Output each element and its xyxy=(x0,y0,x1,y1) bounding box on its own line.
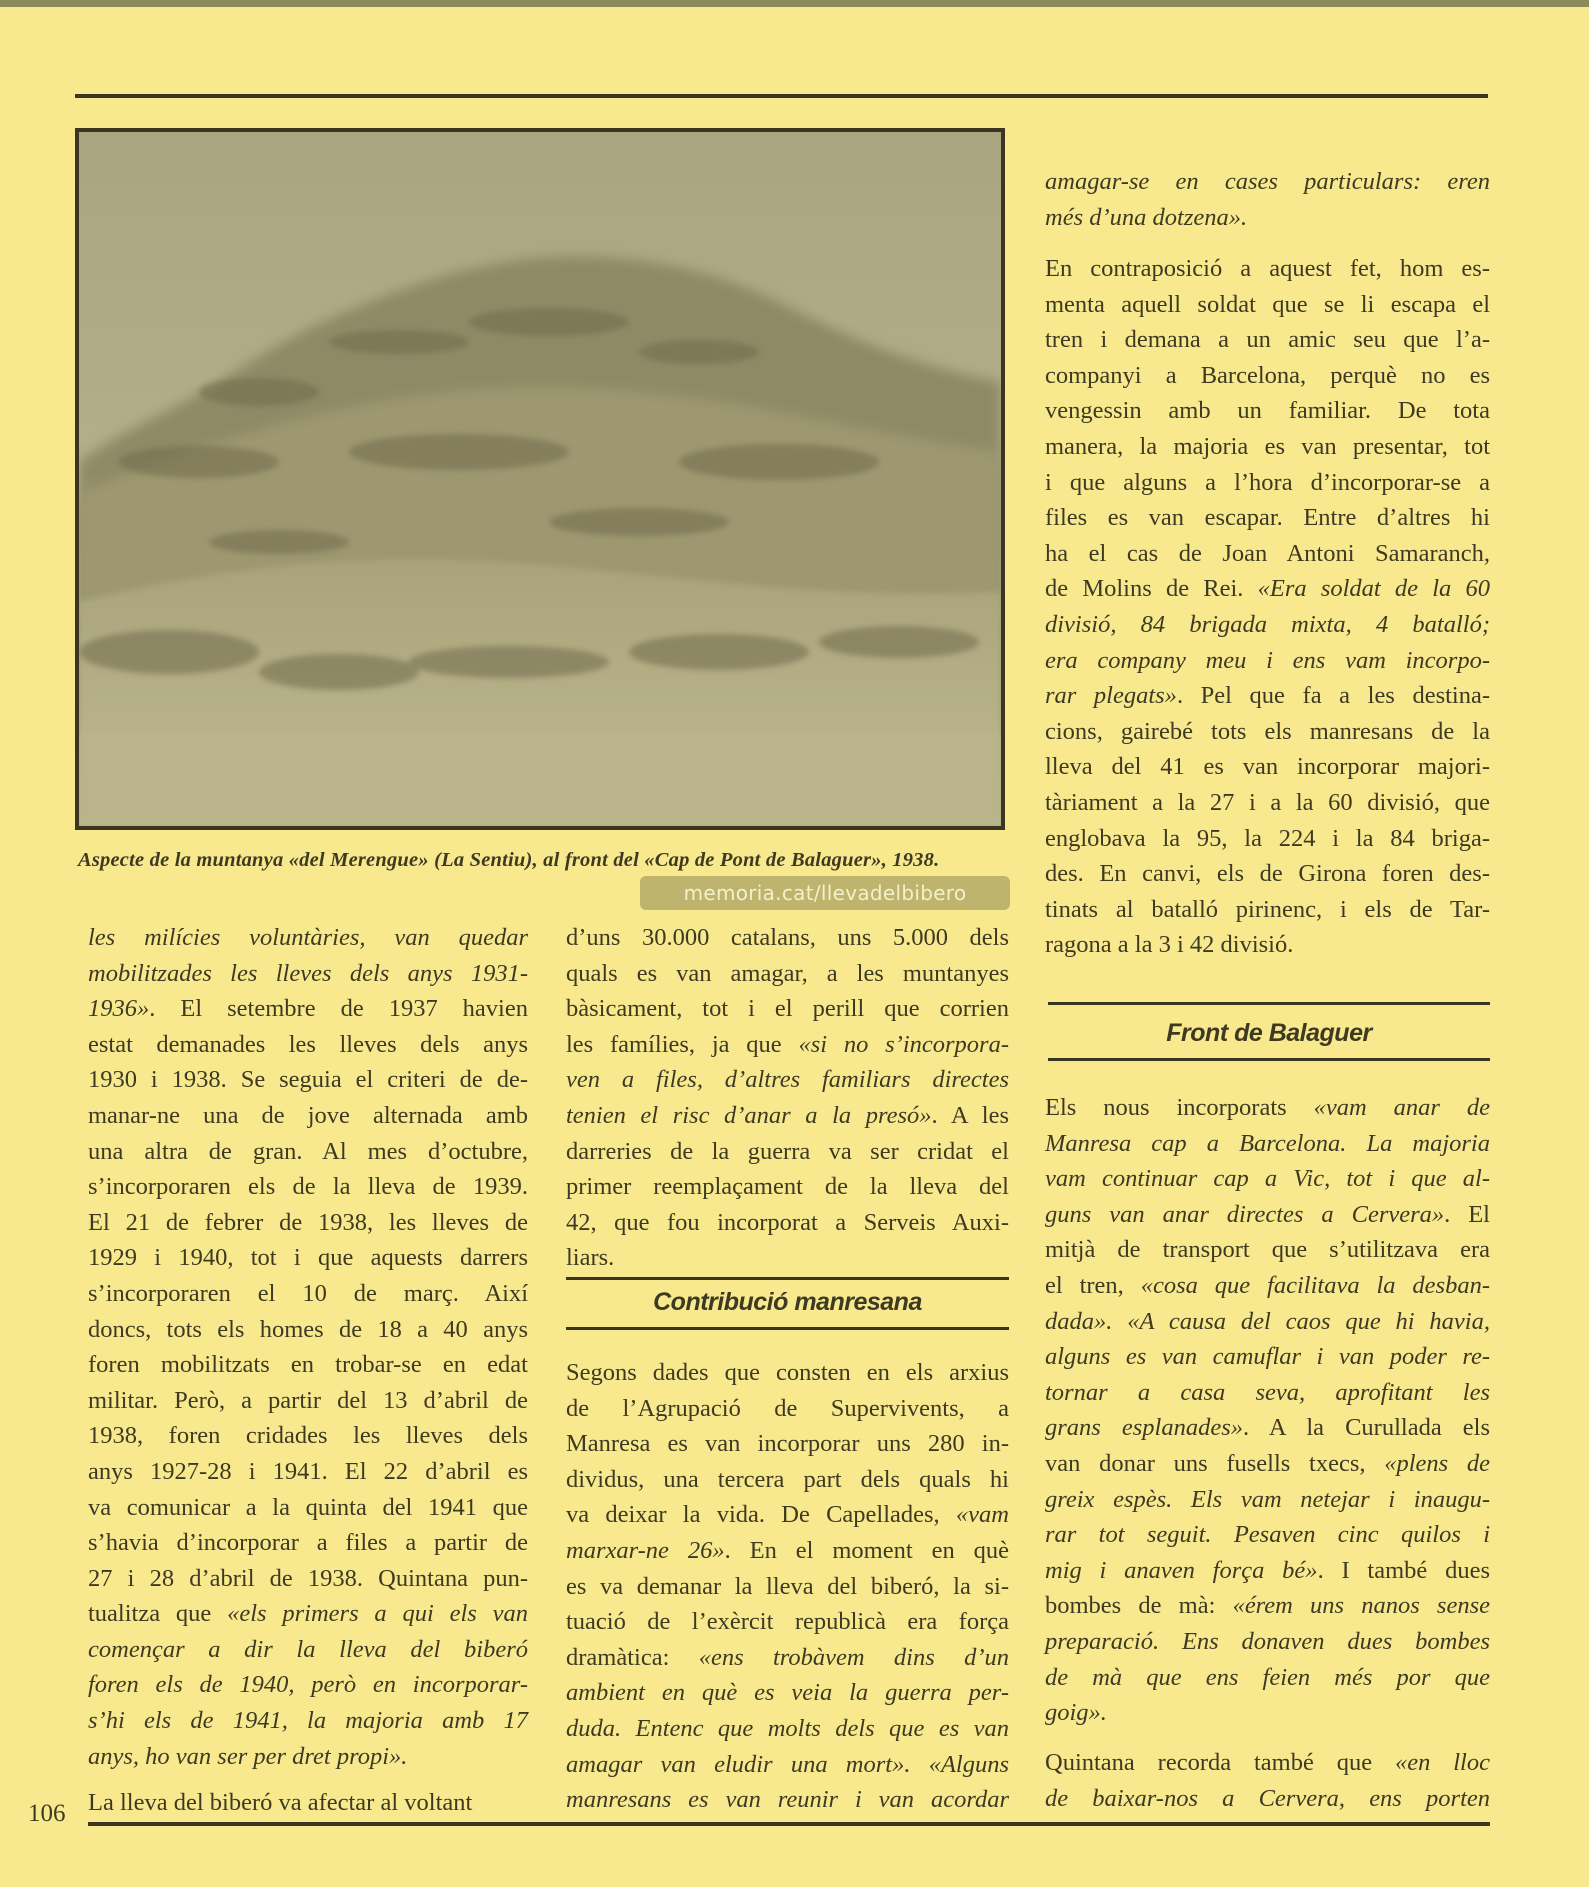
text-line xyxy=(88,1596,528,1632)
text-line: cions, gairebé tots els manresans de la xyxy=(1045,717,1490,745)
text-line xyxy=(1045,1588,1490,1624)
text-line xyxy=(1045,1161,1490,1197)
text-line: estat demanades les lleves dels anys xyxy=(88,1030,528,1058)
text-line: una altra de gran. Al mes d’octubre, xyxy=(88,1137,528,1165)
quote-text: de baixar-nos a Cervera, ens porten xyxy=(1045,1784,1490,1812)
text-line xyxy=(1045,164,1490,200)
middle-column-top xyxy=(566,920,1009,1276)
quote-text: «Era soldat de la 60 xyxy=(1257,575,1490,603)
text-line: tàriament a la 27 i a la 60 divisió, que xyxy=(1045,788,1490,816)
text-line xyxy=(1045,1482,1490,1518)
quote-text: goig». xyxy=(1045,1699,1107,1727)
quote-text: «en lloc xyxy=(1395,1749,1490,1776)
scan-top-edge xyxy=(0,0,1589,7)
quote-text: rar plegats» xyxy=(1045,682,1177,710)
body-text: . El xyxy=(1444,1200,1490,1228)
quote-text: foren els de 1940, però en incorporar- xyxy=(88,1671,528,1699)
text-line xyxy=(566,1533,1009,1569)
text-line xyxy=(1045,1268,1490,1304)
text-line xyxy=(1045,678,1490,714)
photo-muntanya-merengue xyxy=(75,128,1005,830)
hill-photograph xyxy=(79,132,1001,826)
text-line xyxy=(566,1062,1009,1098)
text-line xyxy=(1045,1410,1490,1446)
body-text: va deixar la vida. De Capellades, xyxy=(566,1501,956,1529)
text-line xyxy=(1045,1090,1490,1126)
body-text: de Molins de Rei. xyxy=(1045,575,1258,603)
text-line: es va demanar la lleva del biberó, la si- xyxy=(566,1572,1009,1600)
quote-text: començar a dir la lleva del biberó xyxy=(88,1635,528,1663)
text-line: i que alguns a l’hora d’incorporar-se a xyxy=(1045,468,1490,496)
quote-text: més d’una dotzena». xyxy=(1045,203,1248,231)
body-text: Quintana recorda també que xyxy=(1045,1749,1395,1776)
quote-text: marxar-ne 26» xyxy=(566,1536,725,1564)
body-text: el tren, xyxy=(1045,1271,1141,1299)
left-column xyxy=(88,920,528,1774)
text-line: En contraposició a aquest fet, hom es- xyxy=(1045,255,1490,282)
text-line xyxy=(1045,1695,1490,1731)
body-text: bombes de mà: xyxy=(1045,1592,1233,1620)
body-text: les famílies, ja que xyxy=(566,1030,799,1058)
right-column-top xyxy=(1045,164,1490,235)
text-line: des. En canvi, els de Girona foren des- xyxy=(1045,860,1490,888)
text-line xyxy=(1045,1624,1490,1660)
text-line: doncs, tots els homes de 18 a 40 anys xyxy=(88,1315,528,1343)
text-line xyxy=(1045,1339,1490,1375)
left-column-final-line xyxy=(88,1785,528,1821)
text-line: liars. xyxy=(566,1244,615,1272)
text-line: tinats al batalló pirinenc, i els de Tar- xyxy=(1045,895,1490,923)
text-line xyxy=(1045,1781,1490,1817)
text-line: companyi a Barcelona, perquè no es xyxy=(1045,361,1490,389)
body-text: van donar uns fusells txecs, xyxy=(1045,1449,1385,1477)
text-line xyxy=(566,1027,1009,1063)
quote-text: amagar-se en cases particulars: eren xyxy=(1045,168,1490,195)
text-line xyxy=(1045,1375,1490,1411)
quote-text: tenien el risc d’anar a la presó» xyxy=(566,1101,932,1129)
quote-text: vam continuar cap a Vic, tot i que al- xyxy=(1045,1165,1490,1193)
body-text: . A la Curullada els xyxy=(1243,1414,1490,1442)
quote-text: alguns es van camuflar i van poder re- xyxy=(1045,1343,1490,1371)
text-line xyxy=(88,920,528,956)
text-line: La lleva del biberó va afectar al voltant xyxy=(88,1789,473,1816)
quote-text: «plens de xyxy=(1384,1449,1491,1477)
text-line: s’incorporaren els de la lleva de 1939. xyxy=(88,1173,528,1201)
quote-text: tornar a casa seva, aprofitant les xyxy=(1045,1378,1490,1406)
text-line: Manresa es van incorporar uns 280 in- xyxy=(566,1430,1009,1458)
text-line: Segons dades que consten en els arxius xyxy=(566,1359,1009,1386)
quote-text: era company meu i ens vam incorpo- xyxy=(1045,646,1490,674)
text-line xyxy=(1045,1517,1490,1553)
section-heading-front-balaguer: Front de Balaguer xyxy=(1166,1019,1372,1047)
quote-text: «ens trobàvem dins d’un xyxy=(698,1643,1009,1671)
section-rule-top xyxy=(1048,1002,1490,1005)
text-line: 1930 i 1938. Se seguia el criteri de de- xyxy=(88,1066,528,1094)
text-line: de l’Agrupació de Supervivents, a xyxy=(566,1394,1009,1422)
body-text: dramàtica: xyxy=(566,1643,699,1671)
text-line: 1929 i 1940, tot i que aquests darrers xyxy=(88,1244,528,1272)
text-line xyxy=(1045,607,1490,643)
right-column-final-para xyxy=(1045,1745,1490,1816)
text-line: foren mobilitzats en trobar-se en edat xyxy=(88,1351,528,1379)
quote-text: duda. Entenc que molts dels que es van xyxy=(566,1714,1009,1742)
quote-text: Manresa cap a Barcelona. La majoria xyxy=(1045,1129,1490,1157)
quote-text: s’hi els de 1941, la majoria amb 17 xyxy=(88,1707,528,1735)
quote-text: «si no s’incorpora- xyxy=(798,1030,1009,1058)
page-number: 106 xyxy=(28,1800,66,1827)
body-text: Els nous incorporats xyxy=(1045,1094,1314,1121)
text-line xyxy=(566,1098,1009,1134)
right-column-front-balaguer xyxy=(1045,1090,1490,1731)
body-text: . I també dues xyxy=(1317,1556,1490,1584)
text-line: 27 i 28 d’abril de 1938. Quintana pun- xyxy=(88,1564,528,1592)
section-heading-contribucio: Contribució manresana xyxy=(653,1288,922,1316)
text-line: 42, que fou incorporat a Serveis Auxi- xyxy=(566,1208,1009,1236)
text-line: s’havia d’incorporar a files a partir de xyxy=(88,1529,528,1557)
watermark-banner xyxy=(640,876,1010,910)
text-line: El 21 de febrer de 1938, les lleves de xyxy=(88,1208,528,1236)
quote-text: amagar van eludir una mort». «Alguns xyxy=(566,1750,1009,1778)
text-line xyxy=(1045,200,1490,236)
body-text: tualitza que xyxy=(88,1600,228,1628)
text-line: manera, la majoria es van presentar, tot xyxy=(1045,432,1490,460)
text-line: vengessin amb un familiar. De tota xyxy=(1045,397,1490,425)
body-text: . A les xyxy=(931,1101,1009,1129)
text-line xyxy=(1045,1660,1490,1696)
text-line: s’incorporaren el 10 de març. Així xyxy=(88,1279,528,1307)
text-line xyxy=(566,1747,1009,1783)
text-line xyxy=(88,991,528,1027)
quote-text: preparació. Ens donaven dues bombes xyxy=(1045,1627,1490,1655)
text-line: menta aquell soldat que se li escapa el xyxy=(1045,290,1490,318)
quote-text: greix espès. Els vam netejar i inaugu- xyxy=(1045,1485,1490,1513)
text-line: darreries de la guerra va ser cridat el xyxy=(566,1137,1009,1165)
text-line xyxy=(566,1711,1009,1747)
text-line: manar-ne una de jove alternada amb xyxy=(88,1101,528,1129)
middle-column-body xyxy=(566,1355,1009,1818)
quote-text: anys, ho van ser per dret propi». xyxy=(88,1742,408,1770)
quote-text: les milícies voluntàries, van quedar xyxy=(88,924,528,951)
quote-text: mobilitzades les lleves dels anys 1931- xyxy=(88,959,528,987)
quote-text: rar tot seguit. Pesaven cinc quilos i xyxy=(1045,1521,1490,1549)
text-line xyxy=(1045,571,1490,607)
quote-text: «érem uns nanos sense xyxy=(1232,1592,1490,1620)
text-line: bàsicament, tot i el perill que corrien xyxy=(566,995,1009,1023)
quote-text: mig i anaven força bé» xyxy=(1045,1556,1318,1584)
right-column-para xyxy=(1045,251,1490,963)
text-line: va comunicar a la quinta del 1941 que xyxy=(88,1493,528,1521)
text-line xyxy=(566,1640,1009,1676)
section-rule-bottom xyxy=(566,1327,1009,1330)
text-line xyxy=(1045,1446,1490,1482)
section-rule-top xyxy=(566,1277,1009,1280)
text-line xyxy=(566,1497,1009,1533)
bottom-rule xyxy=(88,1822,1490,1826)
photo-caption: Aspecte de la muntanya «del Merengue» (La Sentiu), al front del «Cap de Pont de Balaguer», 1938. xyxy=(78,849,940,871)
text-line xyxy=(566,1782,1009,1818)
text-line xyxy=(566,1675,1009,1711)
quote-text: «vam xyxy=(955,1501,1009,1529)
text-line xyxy=(1045,1304,1490,1340)
text-line: militar. Però, a partir del 13 d’abril de xyxy=(88,1386,528,1414)
text-line: primer reemplaçament de la lleva del xyxy=(566,1173,1009,1201)
text-line: englobava la 95, la 224 i la 84 briga- xyxy=(1045,824,1490,852)
section-rule-bottom xyxy=(1048,1058,1490,1061)
text-line: d’uns 30.000 catalans, uns 5.000 dels xyxy=(566,924,1009,951)
quote-text: de mà que ens feien més por que xyxy=(1045,1663,1490,1691)
text-line xyxy=(1045,1553,1490,1589)
text-line: tuació de l’exèrcit republicà era força xyxy=(566,1608,1009,1636)
quote-text: «vam anar de xyxy=(1313,1094,1490,1121)
text-line: lleva del 41 es van incorporar majori- xyxy=(1045,753,1490,781)
text-line xyxy=(1045,1126,1490,1162)
text-line xyxy=(1045,643,1490,679)
watermark-text: memoria.cat/llevadelbibero xyxy=(683,881,967,905)
quote-text: divisió, 84 brigada mixta, 4 batalló; xyxy=(1045,610,1490,638)
quote-text: «els primers a qui els van xyxy=(227,1600,529,1628)
text-line: 1938, foren cridades les lleves dels xyxy=(88,1422,528,1450)
quote-text: guns van anar directes a Cervera» xyxy=(1045,1200,1445,1228)
body-text: . En el moment en què xyxy=(724,1536,1009,1564)
quote-text: 1936» xyxy=(88,995,150,1023)
quote-text: dada». «A causa del caos que hi havia, xyxy=(1045,1307,1490,1335)
text-line: ha el cas de Joan Antoni Samaranch, xyxy=(1045,539,1490,567)
text-line: ragona a la 3 i 42 divisió. xyxy=(1045,931,1294,959)
text-line xyxy=(1045,1745,1490,1781)
text-line xyxy=(88,1667,528,1703)
text-line xyxy=(1045,1197,1490,1233)
text-line: dividus, una tercera part dels quals hi xyxy=(566,1465,1009,1493)
body-text: . Pel que fa a les destina- xyxy=(1176,682,1490,710)
quote-text: manresans es van reunir i van acordar xyxy=(566,1786,1009,1814)
quote-text: «cosa que facilitava la desban- xyxy=(1140,1271,1490,1299)
body-text: . El setembre de 1937 havien xyxy=(149,995,528,1023)
text-line: quals es van amagar, a les muntanyes xyxy=(566,959,1009,987)
text-line: mitjà de transport que s’utilitzava era xyxy=(1045,1236,1490,1264)
top-rule xyxy=(75,94,1488,98)
text-line: tren i demana a un amic seu que l’a- xyxy=(1045,326,1490,354)
text-line xyxy=(88,1632,528,1668)
quote-text: grans esplanades» xyxy=(1045,1414,1244,1442)
quote-text: ambient en què es veia la guerra per- xyxy=(566,1679,1009,1707)
text-line xyxy=(88,1703,528,1739)
quote-text: ven a files, d’altres familiars directes xyxy=(566,1066,1009,1094)
text-line: files es van escapar. Entre d’altres hi xyxy=(1045,504,1490,532)
text-line xyxy=(88,1739,528,1775)
text-line xyxy=(88,956,528,992)
text-line: anys 1927-28 i 1941. El 22 d’abril es xyxy=(88,1457,528,1485)
